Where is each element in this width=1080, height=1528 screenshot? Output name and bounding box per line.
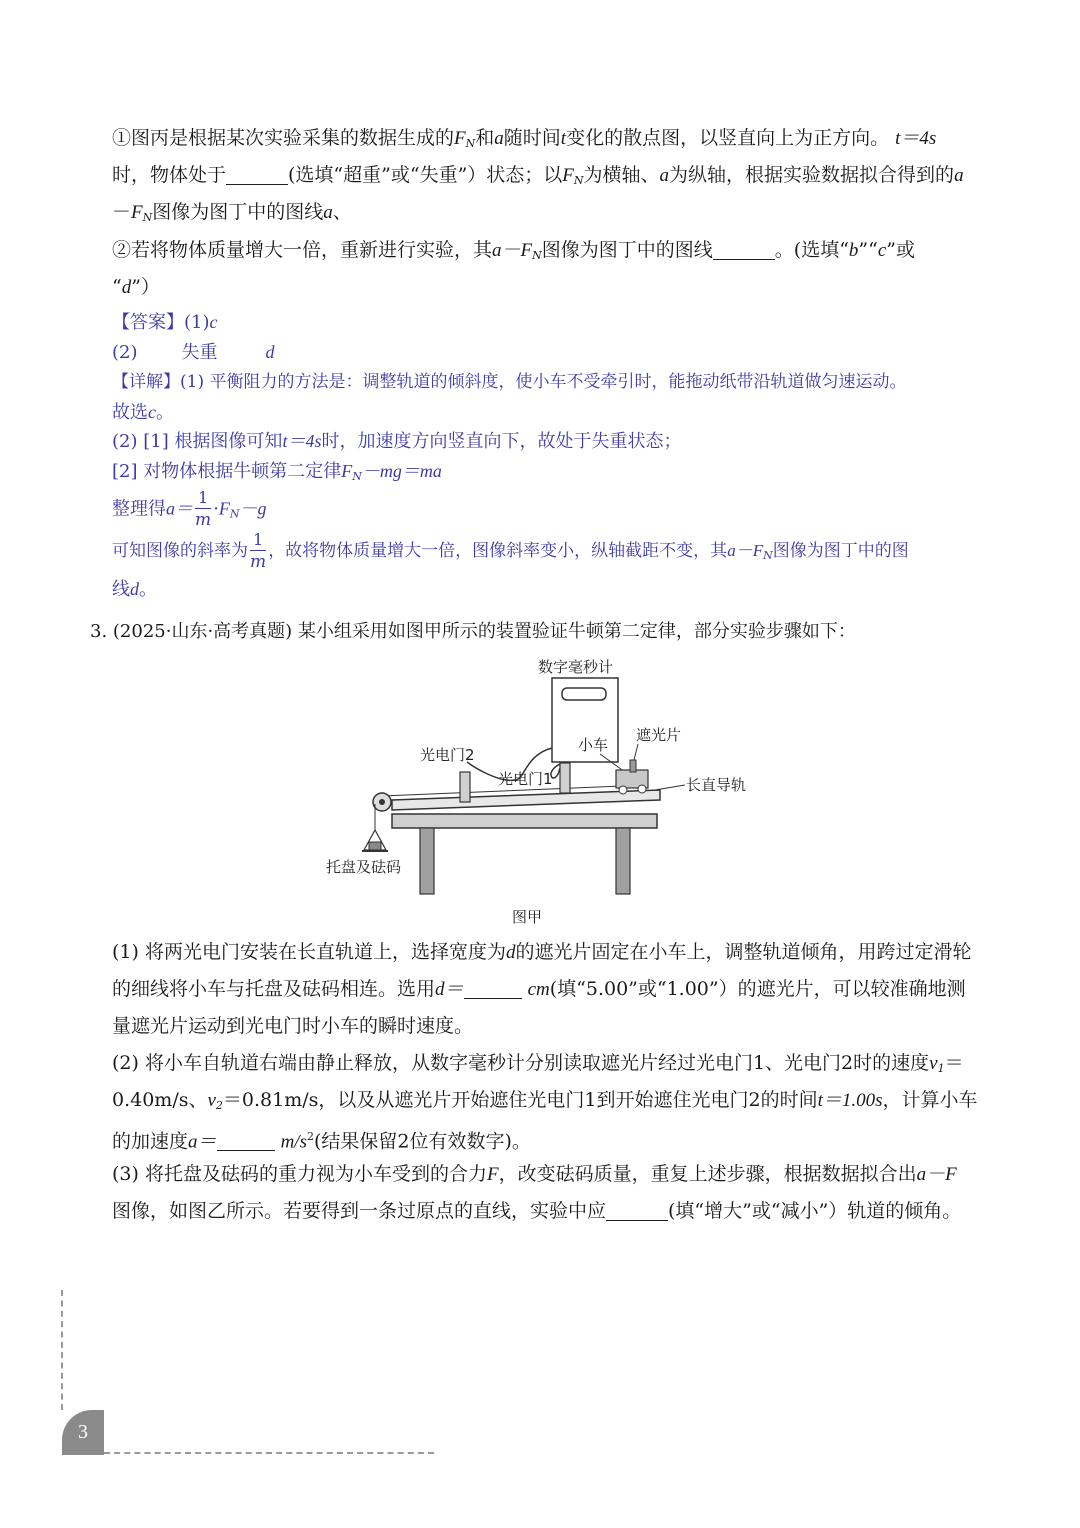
shade-plate — [630, 760, 636, 772]
cart-wheel — [619, 786, 627, 794]
q3-line-2: 的细线将小车与托盘及砝码相连。选用d＝ cm(填“5.00”或“1.00”）的遮光片，可以较准确地测 — [112, 978, 966, 1000]
pulley-axle — [379, 799, 385, 805]
answer-line-6: [2] 对物体根据牛顿第二定律$F_N-mg=ma$ — [112, 461, 442, 483]
weights — [369, 842, 381, 850]
answer-line-5: (2) [1] 根据图像可知t＝4s时，加速度方向竖直向下，故处于失重状态； — [112, 431, 682, 452]
photogate-1 — [560, 763, 570, 793]
rail-label: 长直导轨 — [686, 776, 747, 794]
photogate-2 — [460, 772, 470, 802]
text-line-4: ②若将物体质量增大一倍，重新进行实验，其$a-F_N$图像为图丁中的图线 。(选填“b”“c”或 — [112, 239, 916, 262]
answer-blank[interactable] — [226, 164, 288, 185]
answer-blank[interactable] — [606, 1200, 668, 1221]
answer-line-3: 【详解】(1) 平衡阻力的方法是：调整轨道的倾斜度，使小车不受牵引时，能拖动纸带沿轨道做匀速运动。 — [112, 372, 907, 392]
apparatus-figure — [320, 650, 780, 930]
q3-line-6: 的加速度$a= m/s^2$(结果保留2位有效数字)。 — [112, 1130, 531, 1153]
answer-blank[interactable] — [217, 1130, 275, 1151]
table-top — [392, 814, 657, 828]
q3-line-1: (1) 将两光电门安装在长直轨道上，选择宽度为d的遮光片固定在小车上，调整轨道倾角，用跨过定滑轮 — [112, 941, 972, 963]
shade-label: 遮光片 — [636, 726, 682, 744]
answer-blank[interactable] — [464, 978, 522, 999]
gate1-label: 光电门1 — [498, 770, 553, 788]
answer-line-8: 可知图像的斜率为 $\frac{1}{m}$ ，故将物体质量增大一倍，图像斜率变小，纵轴截距不变，其$a-F_N$图像为图丁中的图 — [112, 530, 909, 572]
footer-dashed-vertical — [61, 1290, 63, 1410]
answer-line-1: 【答案】(1)c — [112, 312, 218, 333]
q3-line-7: (3) 将托盘及砝码的重力视为小车受到的合力F，改变砝码质量，重复上述步骤，根据数据拟合出a－F — [112, 1163, 957, 1185]
question-3-title: 3. (2025·山东·高考真题) 某小组采用如图甲所示的装置验证牛顿第二定律，部分实验步骤如下： — [90, 621, 856, 642]
footer-dashed-horizontal — [104, 1452, 434, 1454]
answer-blank[interactable] — [713, 239, 775, 260]
rail-leader — [655, 785, 685, 790]
q3-line-4: (2) 将小车自轨道右端由静止释放，从数字毫秒计分别读取遮光片经过光电门1、光电门2时的速度$v_1=$ — [112, 1052, 964, 1075]
answer-line-4: 故选c。 — [112, 402, 174, 423]
cart-wheel — [638, 785, 646, 793]
text-line-5: “d”） — [112, 276, 160, 298]
table-leg — [616, 828, 630, 894]
answer-line-2: (2) 失重 d — [112, 342, 275, 363]
car-label: 小车 — [578, 736, 609, 754]
timer-display — [562, 688, 606, 700]
q3-line-3: 量遮光片运动到光电门时小车的瞬时速度。 — [112, 1015, 474, 1037]
timer-label: 数字毫秒计 — [538, 658, 614, 676]
table-leg — [420, 828, 434, 894]
q3-line-5: 0.40m/s、$v_2=0.81m/s$，以及从遮光片开始遮住光电门1到开始遮住光电门2的时间t＝1.00s，计算小车 — [112, 1089, 978, 1112]
answer-line-9: 线d。 — [112, 579, 157, 600]
fraction: $\frac{1}{m}$ — [195, 488, 212, 530]
fraction: $\frac{1}{m}$ — [250, 530, 267, 572]
text-line-1: ①图丙是根据某次实验采集的数据生成的$F_N$和a随时间t变化的散点图，以竖直向上为正方向。 t＝4s — [112, 127, 937, 150]
q3-line-8: 图像，如图乙所示。若要得到一条过原点的直线，实验中应 (填“增大”或“减小”）轨道的倾角。 — [112, 1200, 962, 1222]
page-number: 3 — [62, 1410, 104, 1455]
gate2-label: 光电门2 — [420, 746, 475, 764]
text-line-2: 时，物体处于 (选填“超重”或“失重”）状态；以$F_N$为横轴、a为纵轴，根据实验数据拟合得到的a — [112, 164, 964, 187]
tray-label: 托盘及砝码 — [326, 858, 402, 876]
figure-caption: 图甲 — [512, 908, 543, 926]
answer-line-7: 整理得a＝ $\frac{1}{m}$ $\cdot F_N-g$ — [112, 488, 267, 530]
text-line-3: $-F_N$图像为图丁中的图线a、 — [112, 201, 352, 224]
